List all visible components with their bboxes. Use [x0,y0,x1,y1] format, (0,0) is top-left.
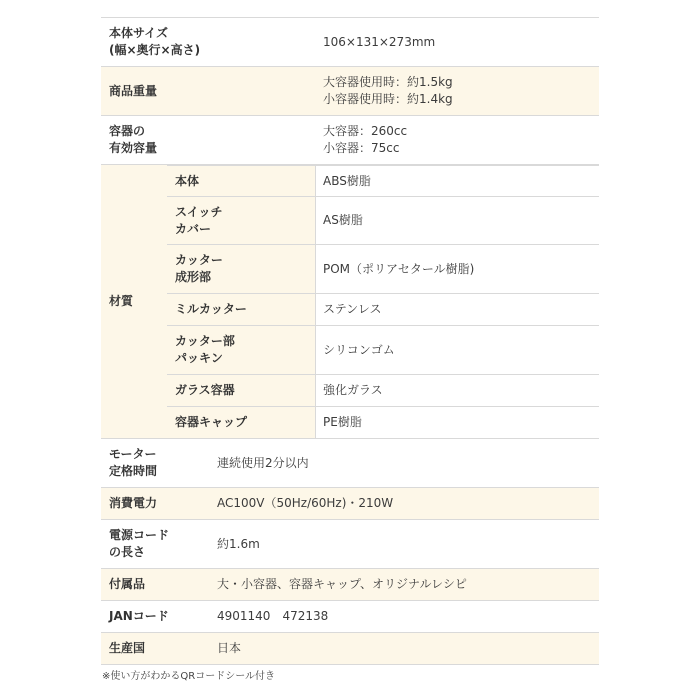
spec-label-weight: 商品重量 [109,83,158,98]
material-divider [315,197,316,244]
material-label: ガラス容器 [175,383,235,397]
material-row-body [167,165,599,196]
spec-row-origin [101,632,599,665]
material-label: カッター 成形部 [175,253,223,284]
material-value: ABS樹脂 [323,166,599,196]
spec-value-jan-code: 4901140 472138 [217,609,329,623]
material-divider [315,294,316,325]
spec-value-origin: 日本 [217,641,242,655]
material-value: POM（ポリアセタール樹脂) [323,245,599,293]
material-label: スイッチ カバー [175,204,223,236]
spec-label-size: 本体サイズ (幅×奥行×高さ) [109,26,201,57]
material-divider [315,407,316,438]
material-row-container-cap [167,406,599,438]
qr-sticker-note: ※使い方がわかるQRコードシール付き [102,671,275,682]
spec-row-power [101,487,599,519]
material-value: PE樹脂 [323,407,599,438]
material-divider [315,375,316,406]
material-divider [315,166,316,196]
spec-value-size: 106×131×273mm [323,34,436,49]
spec-row-materials [101,164,599,438]
spec-table [101,17,599,665]
spec-label-materials: 材質 [109,294,134,308]
material-label: 容器キャップ [175,415,248,429]
spec-row-capacity [101,115,599,164]
material-row-switch-cover [167,196,599,244]
material-row-glass-container [167,374,599,406]
material-value: シリコンゴム [323,326,599,374]
spec-label-motor-rating: モーター 定格時間 [109,447,158,478]
material-row-cutter-packing [167,325,599,374]
spec-value-cord-length: 約1.6m [217,536,260,551]
material-row-mill-cutter [167,293,599,325]
spec-value-weight: 大容器使用時：約1.5kg 小容器使用時：約1.4kg [323,75,453,106]
spec-row-weight [101,66,599,115]
material-label: ミルカッター [175,302,247,316]
material-value: ステンレス [323,294,599,325]
material-value: 強化ガラス [323,375,599,406]
spec-label-capacity: 容器の 有効容量 [109,124,158,155]
spec-row-motor-rating [101,438,599,487]
spec-label-jan-code: JANコード [109,609,169,623]
material-row-cutter-molded [167,244,599,293]
spec-value-accessories: 大・小容器、容器キャップ、オリジナルレシピ [217,577,467,591]
spec-value-capacity: 大容器：260cc 小容器：75cc [323,124,408,155]
spec-label-accessories: 付属品 [109,577,146,591]
spec-row-jan-code [101,600,599,632]
material-label: 本体 [175,173,200,188]
spec-row-accessories [101,568,599,600]
spec-label-cord-length: 電源コード の長さ [109,528,170,559]
material-divider [315,326,316,374]
spec-value-motor-rating: 連続使用2分以内 [217,455,309,470]
spec-row-size [101,17,599,66]
spec-row-cord-length [101,519,599,568]
material-label: カッター部 パッキン [175,334,235,365]
spec-label-power: 消費電力 [109,496,158,510]
material-divider [315,245,316,293]
spec-label-origin: 生産国 [109,641,146,655]
spec-value-power: AC100V（50Hz/60Hz)・210W [217,496,394,510]
material-value: AS樹脂 [323,197,599,244]
